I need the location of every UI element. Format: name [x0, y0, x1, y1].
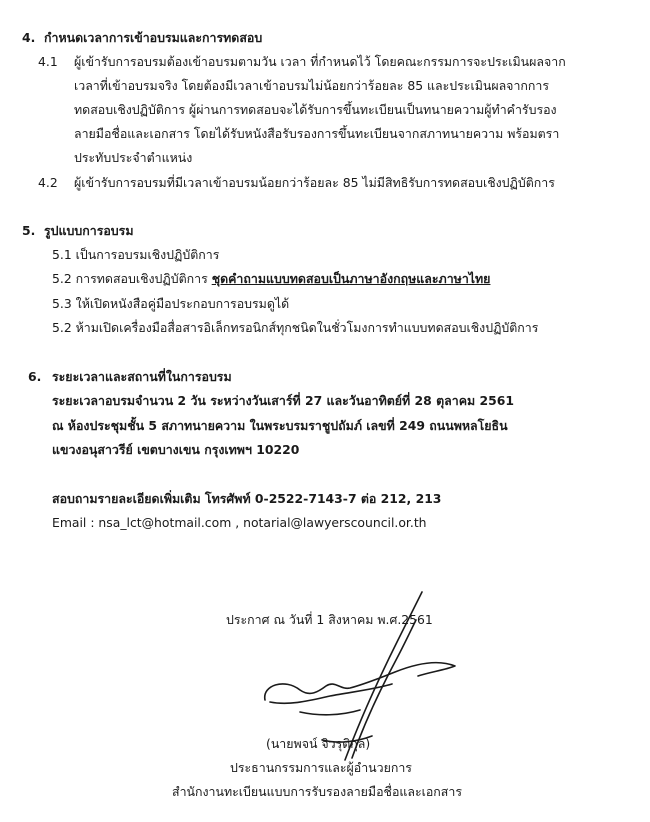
- section-5-title: รูปแบบการอบรม: [44, 223, 134, 238]
- signer-position-1: ประธานกรรมการและผู้อำนวยการ: [230, 760, 412, 775]
- item-4-1-line-3: ทดสอบเชิงปฏิบัติการ ผู้ผ่านการทดสอบจะได้รับการขึ้นทะเบียนเป็นทนายความผู้ทำคำรับรอง: [74, 102, 557, 117]
- announce-date: ประกาศ ณ วันที่ 1 สิงหาคม พ.ศ.2561: [226, 612, 433, 627]
- section-6-line-2: ณ ห้องประชุมชั้น 5 สภาทนายความ ในพระบรมราชูปถัมภ์ เลขที่ 249 ถนนพหลโยธิน: [52, 418, 508, 433]
- section-4-title: กำหนดเวลาการเข้าอบรมและการทดสอบ: [44, 30, 263, 45]
- section-6-line-3: แขวงอนุสาวรีย์ เขตบางเขน กรุงเทพฯ 10220: [52, 442, 300, 457]
- item-4-1-line-2: เวลาที่เข้าอบรมจริง โดยต้องมีเวลาเข้าอบรมไม่น้อยกว่าร้อยละ 85 และประเมินผลจากการ: [74, 78, 550, 93]
- item-4-1-line-1: ผู้เข้ารับการอบรมต้องเข้าอบรมตามวัน เวลา ที่กำหนดไว้ โดยคณะกรรมการจะประเมินผลจาก: [74, 54, 566, 69]
- signer-name: (นายพจน์ จิวรุติกุล): [266, 736, 371, 751]
- item-5-4: 5.2 ห้ามเปิดเครื่องมือสื่อสารอิเล็กทรอนิกส์ทุกชนิดในชั่วโมงการทำแบบทดสอบเชิงปฏิบัติการ: [52, 320, 539, 335]
- section-6-line-1: ระยะเวลาอบรมจำนวน 2 วัน ระหว่างวันเสาร์ที่ 27 และวันอาทิตย์ที่ 28 ตุลาคม 2561: [52, 393, 514, 408]
- section-6-title: ระยะเวลาและสถานที่ในการอบรม: [52, 369, 232, 384]
- section-5-number: 5.: [22, 223, 36, 238]
- item-5-2-prefix: 5.2 การทดสอบเชิงปฏิบัติการ: [52, 271, 212, 286]
- contact-phone: สอบถามรายละเอียดเพิ่มเติม โทรศัพท์ 0-2522-7143-7 ต่อ 212, 213: [52, 491, 442, 506]
- item-4-1-number: 4.1: [38, 54, 58, 69]
- item-5-2: [52, 271, 490, 287]
- item-4-1-line-4: ลายมือชื่อและเอกสาร โดยได้รับหนังสือรับรองการขึ้นทะเบียนจากสภาทนายความ พร้อมตรา: [74, 126, 560, 141]
- item-4-1-line-5: ประทับประจำตำแหน่ง: [74, 150, 193, 165]
- signer-position-2: สำนักงานทะเบียนแบบการรับรองลายมือชื่อและเอกสาร: [172, 784, 462, 799]
- item-5-2-underlined: ชุดคำถามแบบทดสอบเป็นภาษาอังกฤษและภาษาไทย: [211, 271, 491, 286]
- item-4-2-text: ผู้เข้ารับการอบรมที่มีเวลาเข้าอบรมน้อยกว่าร้อยละ 85 ไม่มีสิทธิรับการทดสอบเชิงปฏิบัติการ: [74, 175, 555, 190]
- section-4-number: 4.: [22, 30, 36, 45]
- item-4-2-number: 4.2: [38, 175, 58, 190]
- contact-email: Email : nsa_lct@hotmail.com , notarial@lawyerscouncil.or.th: [52, 515, 427, 530]
- item-5-1: 5.1 เป็นการอบรมเชิงปฏิบัติการ: [52, 247, 220, 262]
- section-6-number: 6.: [28, 369, 42, 384]
- item-5-3: 5.3 ให้เปิดหนังสือคู่มือประกอบการอบรมดูได้: [52, 296, 290, 311]
